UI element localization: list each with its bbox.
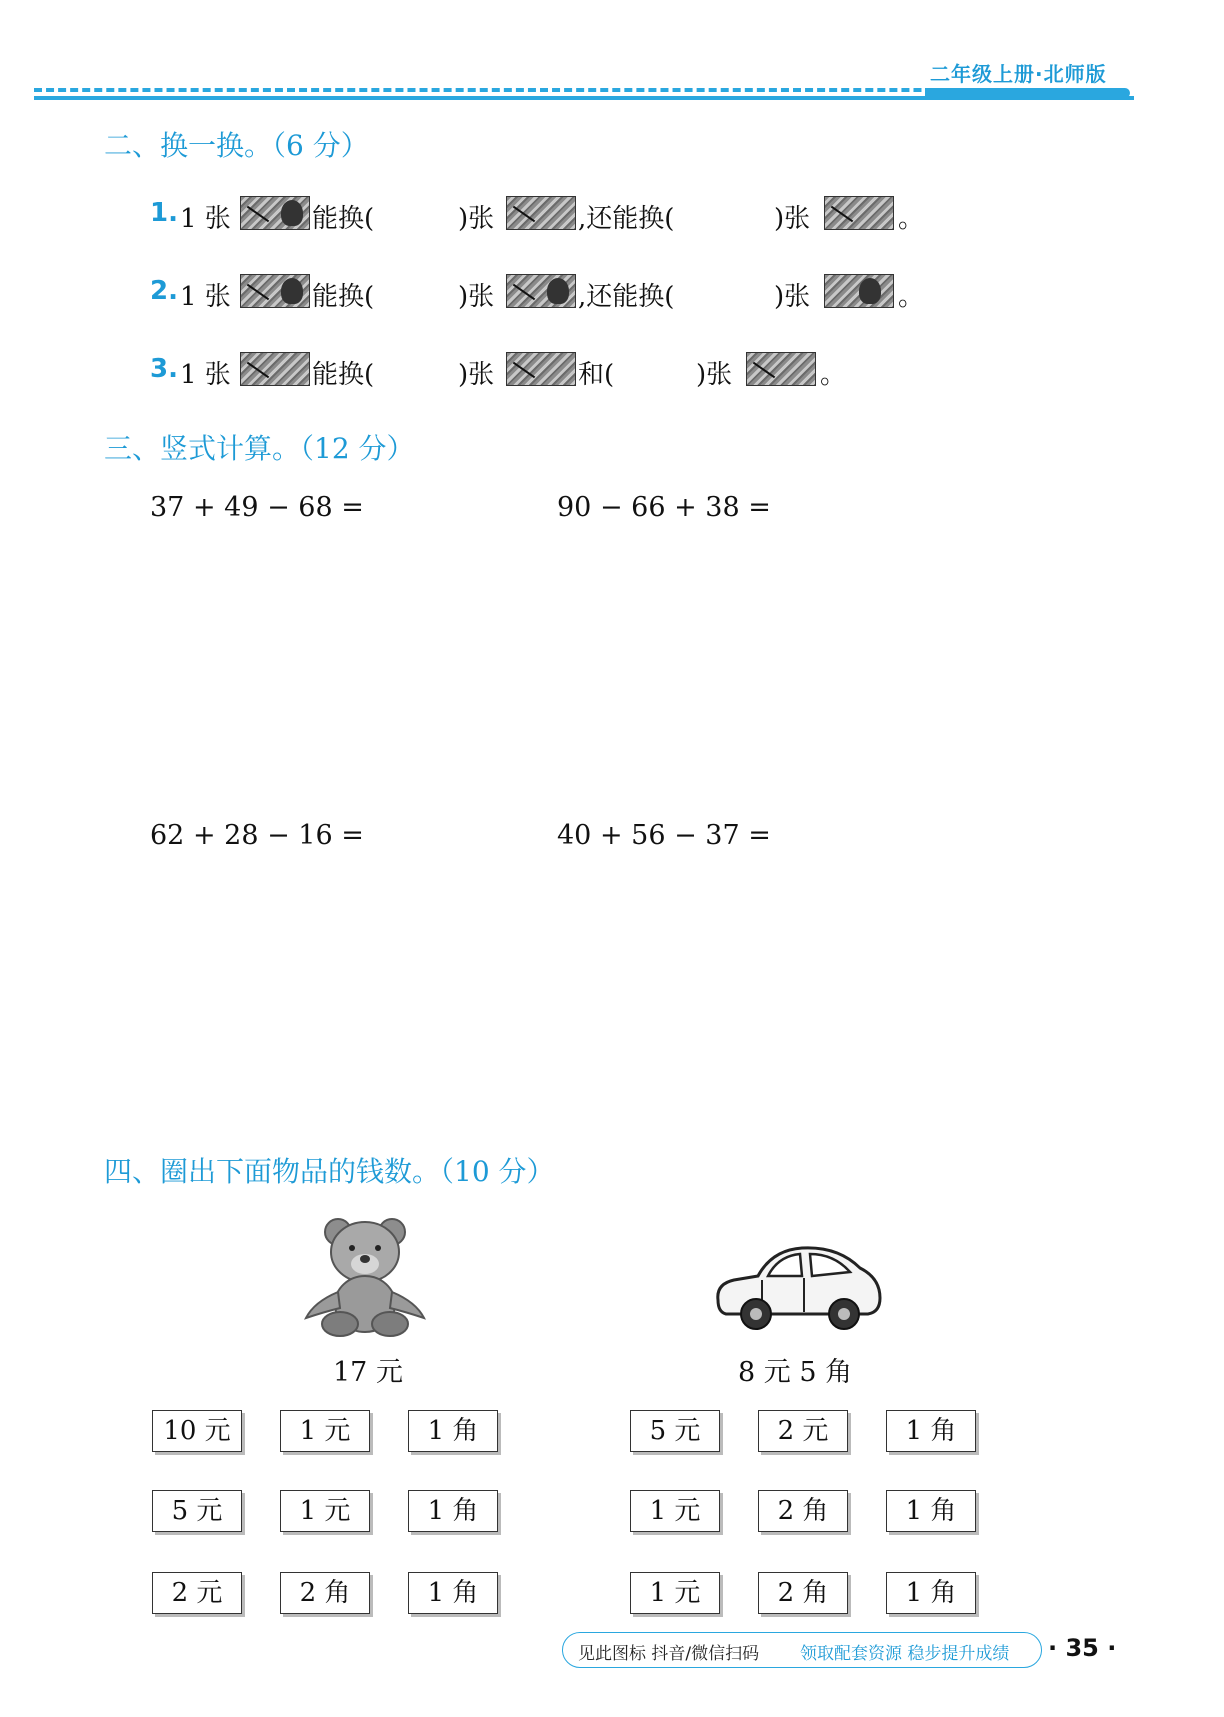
row-text: 1 张 (180, 204, 231, 234)
money-box[interactable]: 2 元 (152, 1572, 242, 1614)
section4-title (104, 1150, 555, 1190)
banknote-5-yuan-icon (506, 196, 576, 230)
question-number: 3. (150, 354, 178, 384)
section3-title-text: 三、竖式计算。 (104, 432, 301, 465)
equation-4: 40 + 56 − 37 = (557, 820, 771, 851)
row-text: )张 (696, 360, 733, 390)
page-number: · 35 · (1048, 1634, 1117, 1662)
money-box[interactable]: 1 元 (280, 1410, 370, 1452)
banknote-2-jiao-icon (746, 352, 816, 386)
money-box[interactable]: 5 元 (630, 1410, 720, 1452)
header-dashed-line (34, 88, 1054, 92)
car-price: 8 元 5 角 (738, 1357, 853, 1388)
money-box[interactable]: 1 角 (408, 1572, 498, 1614)
row-text: 。 (898, 282, 925, 312)
footer-scan-text: 见此图标 抖音/微信扫码 (578, 1644, 760, 1664)
row-text: )张 (458, 282, 495, 312)
money-box[interactable]: 1 角 (408, 1410, 498, 1452)
row-text: 。 (820, 360, 847, 390)
money-box[interactable]: 1 角 (886, 1410, 976, 1452)
money-box[interactable]: 5 元 (152, 1490, 242, 1532)
banknote-5-jiao-icon (506, 352, 576, 386)
row-text: 和( (578, 360, 615, 390)
section2-points: （6 分） (272, 129, 369, 162)
row-text: ,还能换( (578, 282, 675, 312)
row-text: ,还能换( (578, 204, 675, 234)
equation-3: 62 + 28 − 16 = (150, 820, 364, 851)
teddy-bear-icon (300, 1212, 430, 1340)
equation-2: 90 − 66 + 38 = (557, 492, 771, 523)
banknote-2-yuan-icon (824, 274, 894, 308)
car-icon (712, 1238, 884, 1334)
row-text: 能换( (312, 360, 375, 390)
row-text: )张 (774, 282, 811, 312)
banknote-2-yuan-icon (824, 196, 894, 230)
row-text: 能换( (312, 282, 375, 312)
header-solid-line (34, 96, 1134, 100)
money-box[interactable]: 2 角 (280, 1572, 370, 1614)
question-number: 1. (150, 198, 178, 228)
section2-title-text: 二、换一换。 (104, 129, 273, 162)
row-text: 1 张 (180, 282, 231, 312)
money-box[interactable]: 1 元 (280, 1490, 370, 1532)
money-box[interactable]: 1 角 (408, 1490, 498, 1532)
money-box[interactable]: 2 角 (758, 1490, 848, 1532)
row-text: )张 (458, 204, 495, 234)
footer-resource-text: 领取配套资源 稳步提升成绩 (800, 1644, 1010, 1664)
section2-title (104, 124, 369, 164)
section3-title (104, 427, 415, 467)
bear-price: 17 元 (333, 1357, 403, 1388)
row-text: )张 (458, 360, 495, 390)
section3-points: （12 分） (300, 432, 415, 465)
money-box[interactable]: 2 元 (758, 1410, 848, 1452)
book-label: 二年级上册·北师版 (930, 62, 1107, 86)
question-number: 2. (150, 276, 178, 306)
row-text: 。 (898, 204, 925, 234)
banknote-10-yuan-icon (506, 274, 576, 308)
row-text: 1 张 (180, 360, 231, 390)
money-box[interactable]: 1 角 (886, 1572, 976, 1614)
money-box[interactable]: 1 元 (630, 1572, 720, 1614)
money-box[interactable]: 1 角 (886, 1490, 976, 1532)
money-box[interactable]: 2 角 (758, 1572, 848, 1614)
equation-1: 37 + 49 − 68 = (150, 492, 364, 523)
section4-points: （10 分） (440, 1155, 555, 1188)
banknote-10-yuan-icon (240, 196, 310, 230)
money-box[interactable]: 10 元 (152, 1410, 242, 1452)
banknote-20-yuan-icon (240, 274, 310, 308)
row-text: 能换( (312, 204, 375, 234)
section4-title-text: 四、圈出下面物品的钱数。 (104, 1155, 441, 1188)
money-box[interactable]: 1 元 (630, 1490, 720, 1532)
row-text: )张 (774, 204, 811, 234)
banknote-1-yuan-icon (240, 352, 310, 386)
